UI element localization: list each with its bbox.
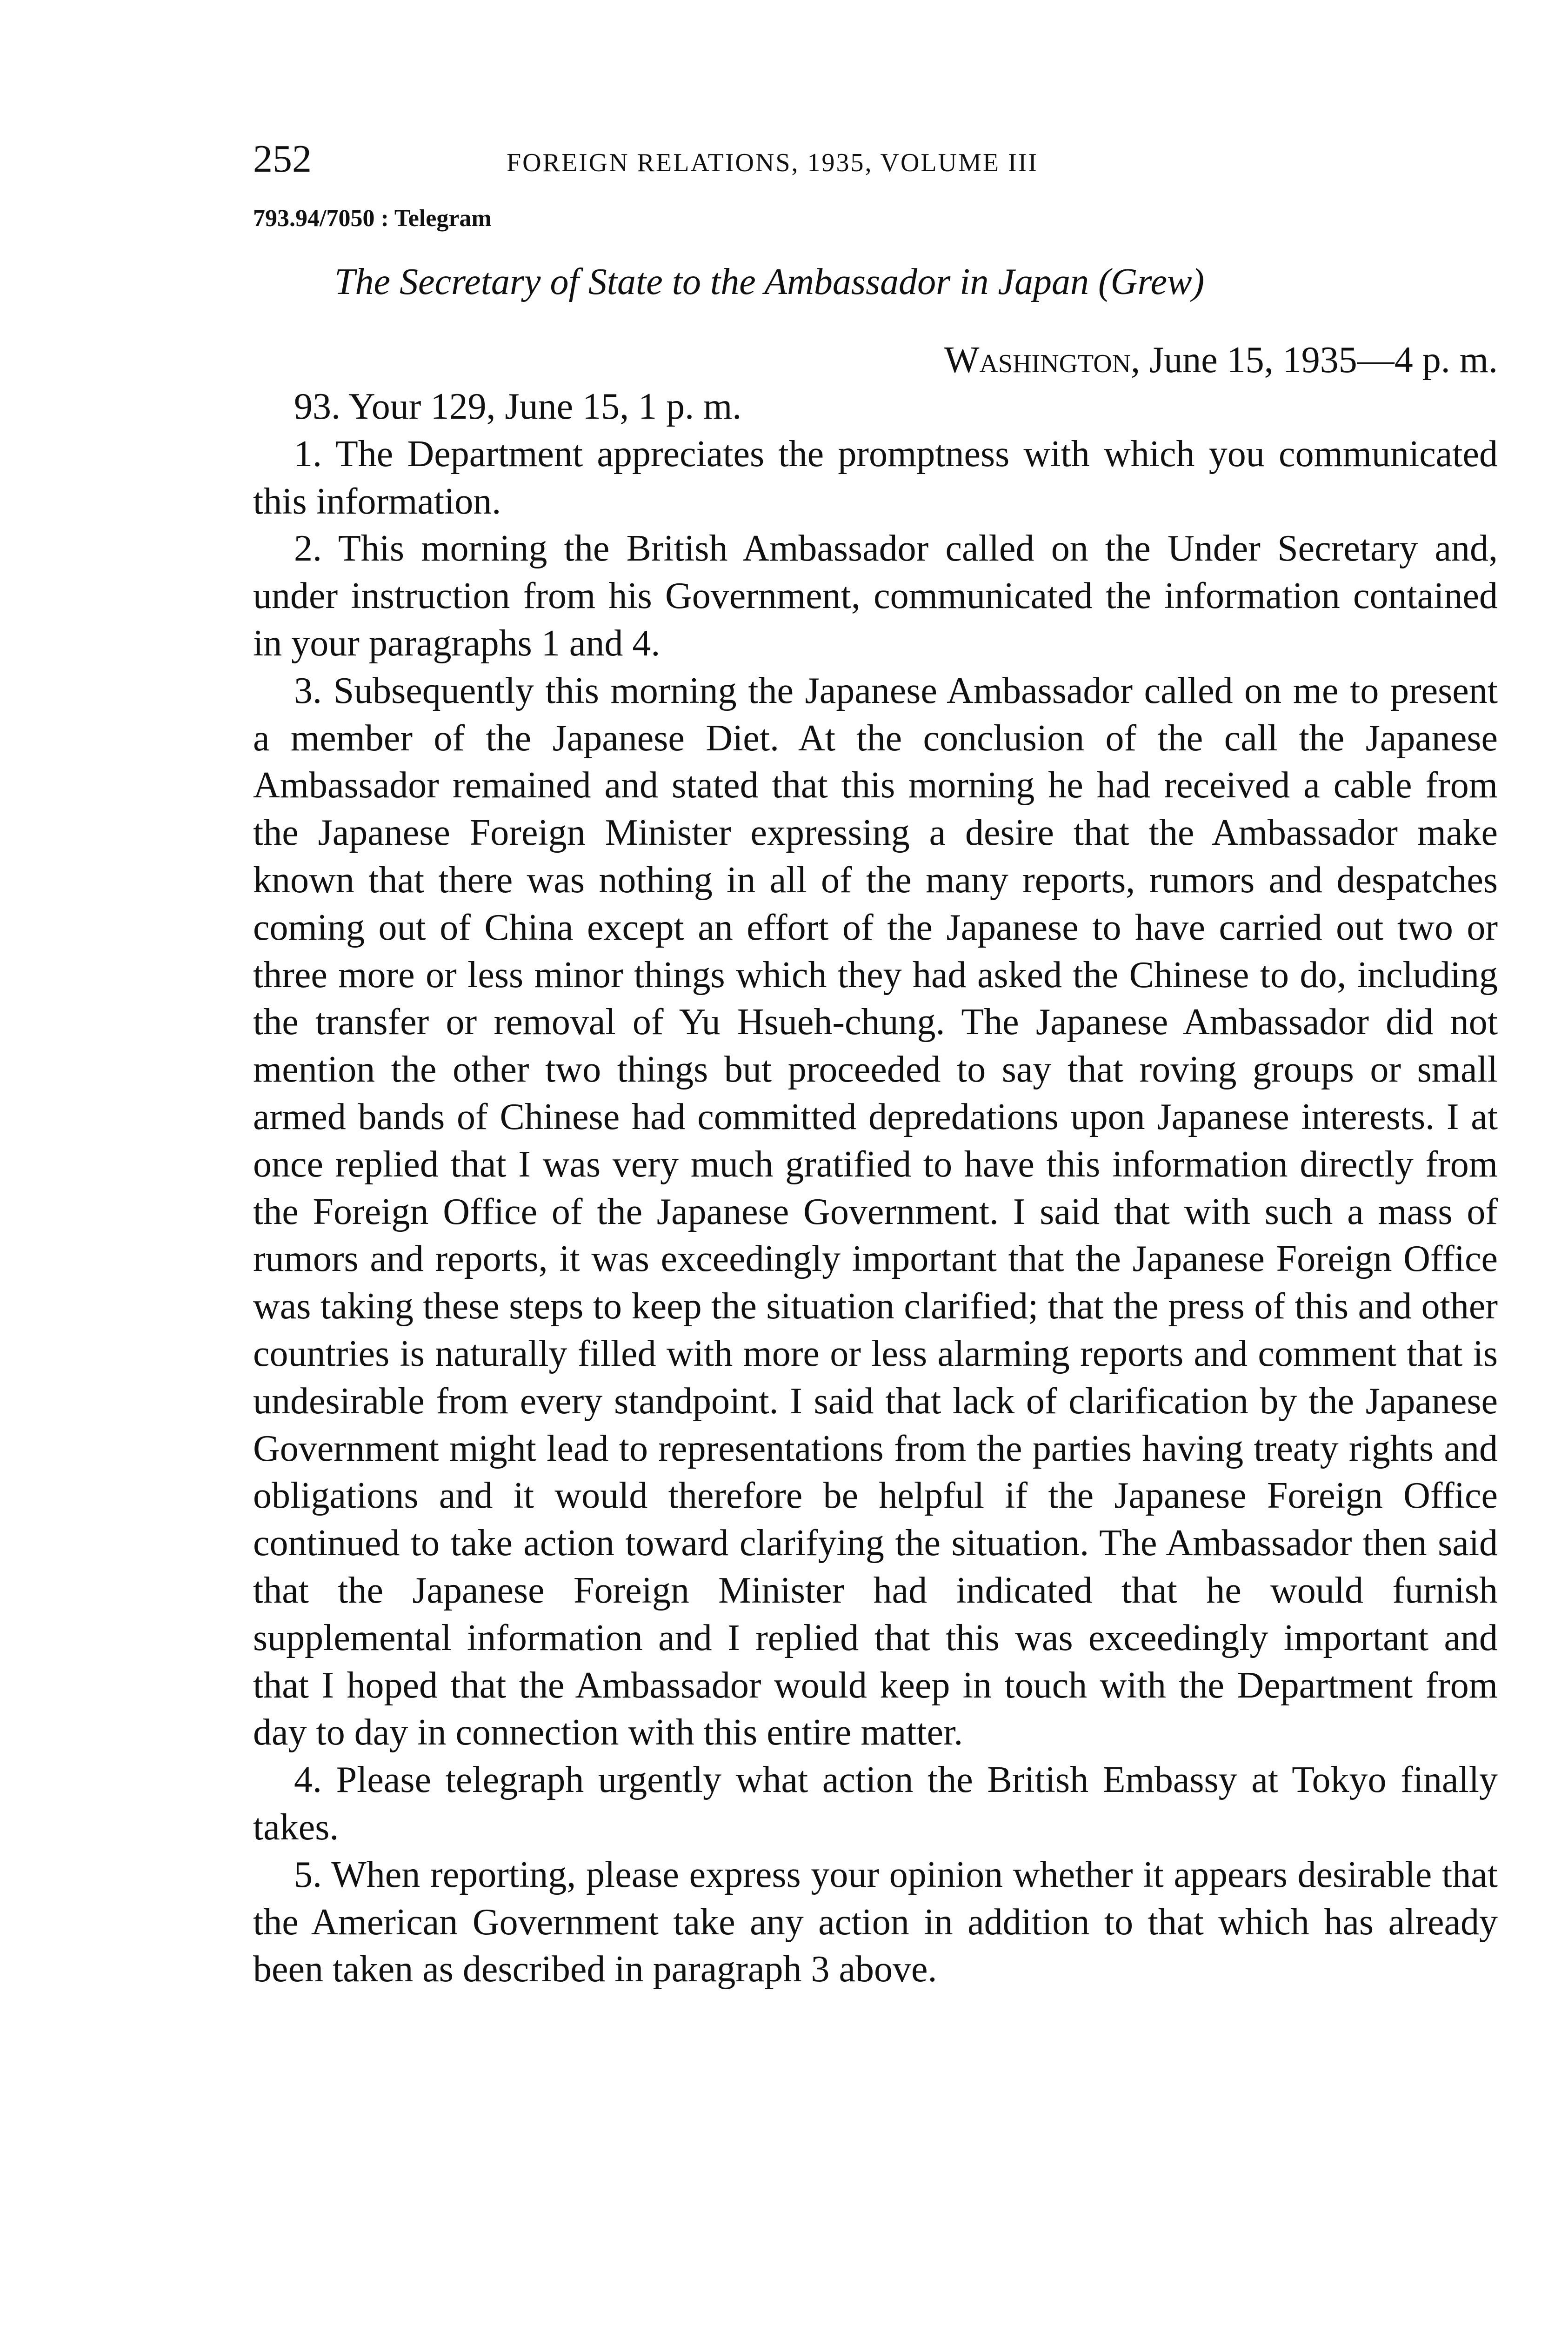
paragraph-reference: 93. Your 129, June 15, 1 p. m.	[294, 386, 742, 427]
dateline	[253, 337, 1498, 383]
page-header	[253, 137, 1498, 191]
paragraph-3: 3. Subsequently this morning the Japanese Ambassador called on me to present a member of the Japanese Diet. At the conclusion of the call the Japanese Ambassador remained and stated that this morning he had received a cable from the Japanese Foreign Minister expressing a desire that the Ambassador make known that there was nothing in all of the many reports, rumors and despatches coming out of China except an effort of the Japanese to have carried out two or three more or less minor things which they had asked the Chinese to do, including the transfer or removal of Yu Hsueh-chung. The Japanese Ambassador did not mention the other two things but proceeded to say that roving groups or small armed bands of Chinese had committed depredations upon Japanese interests. I at once replied that I was very much gratified to have this information directly from the Foreign Office of the Japanese Government. I said that with such a mass of rumors and reports, it was exceedingly important that the Japanese Foreign Office was taking these steps to keep the situation clarified; that the press of this and other countries is naturally filled with more or less alarming reports and comment that is undesirable from every standpoint. I said that lack of clarification by the Japanese Government might lead to representations from the parties having treaty rights and obligations and it would therefore be helpful if the Japanese Foreign Office continued to take action toward clarifying the situation. The Ambassador then said that the Japanese Foreign Minister had indicated that he would furnish supplemental information and I replied that this was exceedingly important and that I hoped that the Ambassador would keep in touch with the Department from day to day in connection with this entire matter.	[253, 670, 1498, 1753]
running-head: FOREIGN RELATIONS, 1935, VOLUME III	[507, 148, 1039, 177]
paragraph-5: 5. When reporting, please express your opinion whether it appears desirable that the American Government take any action in addition to that which has already been taken as described in paragraph 3 above.	[253, 1854, 1498, 1990]
document-title: The Secretary of State to the Ambassador in Japan (Grew)	[334, 261, 1205, 302]
dateline-place: Washington,	[944, 340, 1141, 381]
paragraph-2: 2. This morning the British Ambassador called on the Under Secretary and, under instruction from his Government, communicated the information contained in your paragraphs 1 and 4.	[253, 528, 1498, 664]
telegram-body	[253, 383, 1498, 1993]
paragraph-4: 4. Please telegraph urgently what action the British Embassy at Tokyo finally takes.	[253, 1759, 1498, 1848]
dateline-date: June 15, 1935—4 p. m.	[1149, 340, 1498, 381]
paragraph-1: 1. The Department appreciates the promptness with which you communicated this information.	[253, 433, 1498, 522]
page-number: 252	[253, 137, 312, 180]
file-number: 793.94/7050 : Telegram	[253, 205, 492, 232]
document-page	[253, 137, 1498, 1993]
